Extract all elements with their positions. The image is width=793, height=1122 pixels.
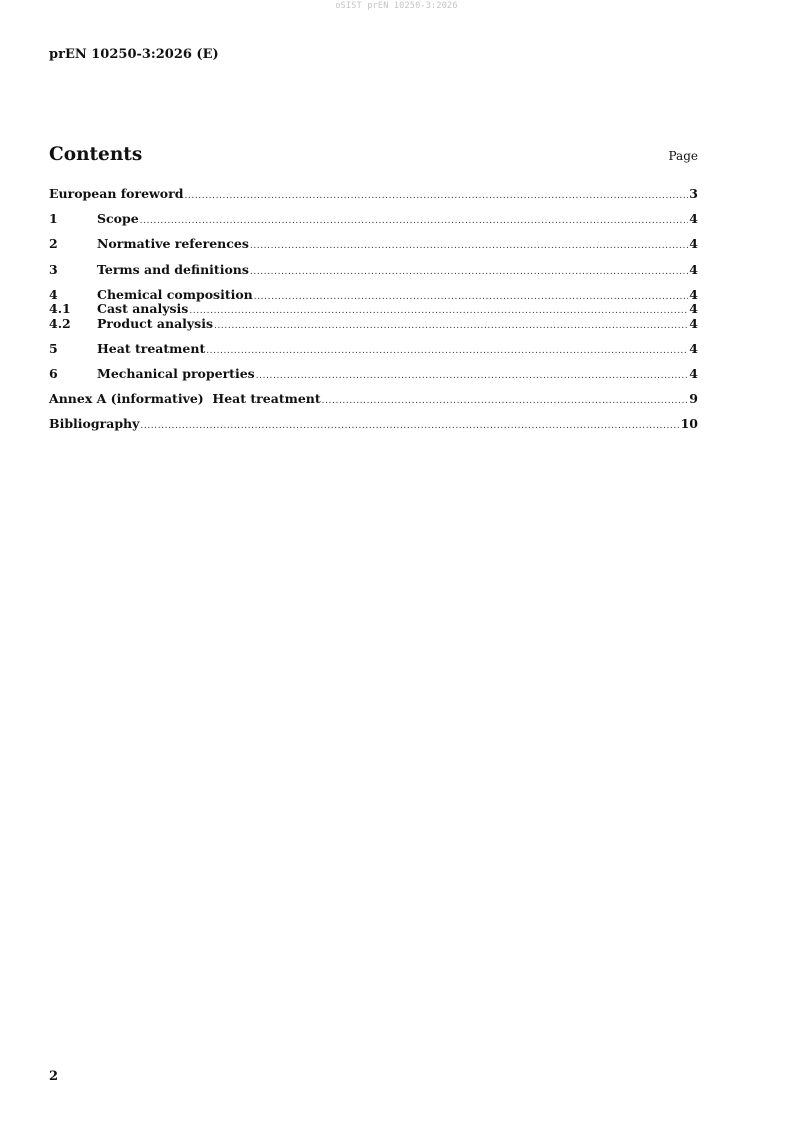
toc-entry-page: 4 (689, 341, 698, 356)
toc-entry-number: 3 (49, 262, 58, 277)
toc-entry-number: 2 (49, 236, 58, 251)
toc-entry-terms-definitions[interactable] (49, 263, 698, 277)
toc-entry-number: 1 (49, 211, 58, 226)
toc-entry-page: 4 (689, 262, 698, 277)
toc-entry-title: Product analysis (97, 316, 214, 331)
toc-entry-title: Cast analysis (97, 301, 189, 316)
toc-entry-normative-references[interactable] (49, 237, 698, 251)
toc-entry-title: Terms and definitions (97, 262, 249, 277)
toc-entry-title: Bibliography (49, 416, 140, 431)
contents-heading: Contents (49, 144, 143, 165)
toc-entry-foreword[interactable] (49, 187, 698, 201)
toc-leader-dots (189, 304, 688, 318)
toc-leader-dots (206, 344, 688, 358)
toc-leader-dots (250, 265, 688, 279)
toc-entry-product-analysis[interactable] (49, 317, 698, 331)
toc-leader-dots (184, 189, 688, 203)
toc-entry-page: 4 (689, 366, 698, 381)
toc-leader-dots (322, 394, 689, 408)
toc-entry-title: Mechanical properties (97, 366, 255, 381)
toc-entry-cast-analysis[interactable] (49, 302, 698, 316)
document-identifier: prEN 10250-3:2026 (E) (49, 47, 219, 62)
table-of-contents (49, 187, 698, 431)
toc-entry-page: 4 (689, 287, 698, 302)
toc-entry-mechanical-properties[interactable] (49, 367, 698, 381)
toc-entry-title: Heat treatment (97, 341, 206, 356)
toc-entry-title: Chemical composition (97, 287, 253, 302)
toc-entry-page: 4 (689, 316, 698, 331)
toc-entry-number: 4.2 (49, 316, 71, 331)
toc-leader-dots (250, 239, 688, 253)
toc-entry-number: 6 (49, 366, 58, 381)
toc-entry-title: European foreword (49, 186, 184, 201)
toc-entry-number: 5 (49, 341, 58, 356)
toc-entry-page: 4 (689, 211, 698, 226)
watermark-text: oSIST prEN 10250-3:2026 (335, 1, 458, 11)
toc-entry-number: 4 (49, 287, 58, 302)
toc-entry-title: Annex A (informative) Heat treatment (49, 391, 321, 406)
toc-leader-dots (256, 369, 689, 383)
toc-entry-heat-treatment[interactable] (49, 342, 698, 356)
toc-entry-title: Scope (97, 211, 139, 226)
toc-entry-page: 3 (689, 186, 698, 201)
toc-leader-dots (214, 319, 688, 333)
toc-entry-scope[interactable] (49, 212, 698, 226)
toc-entry-page: 4 (689, 301, 698, 316)
toc-entry-chemical-composition[interactable] (49, 288, 698, 302)
page-number: 2 (49, 1069, 59, 1084)
toc-entry-annex-a[interactable] (49, 392, 698, 406)
toc-leader-dots (140, 419, 679, 433)
toc-entry-bibliography[interactable] (49, 417, 698, 431)
toc-entry-title: Normative references (97, 236, 249, 251)
toc-entry-number: 4.1 (49, 301, 71, 316)
toc-entry-page: 10 (680, 416, 698, 431)
toc-entry-page: 9 (689, 391, 698, 406)
page-column-label: Page (668, 149, 698, 163)
toc-entry-page: 4 (689, 236, 698, 251)
toc-leader-dots (140, 214, 689, 228)
toc-leader-dots (254, 290, 689, 304)
